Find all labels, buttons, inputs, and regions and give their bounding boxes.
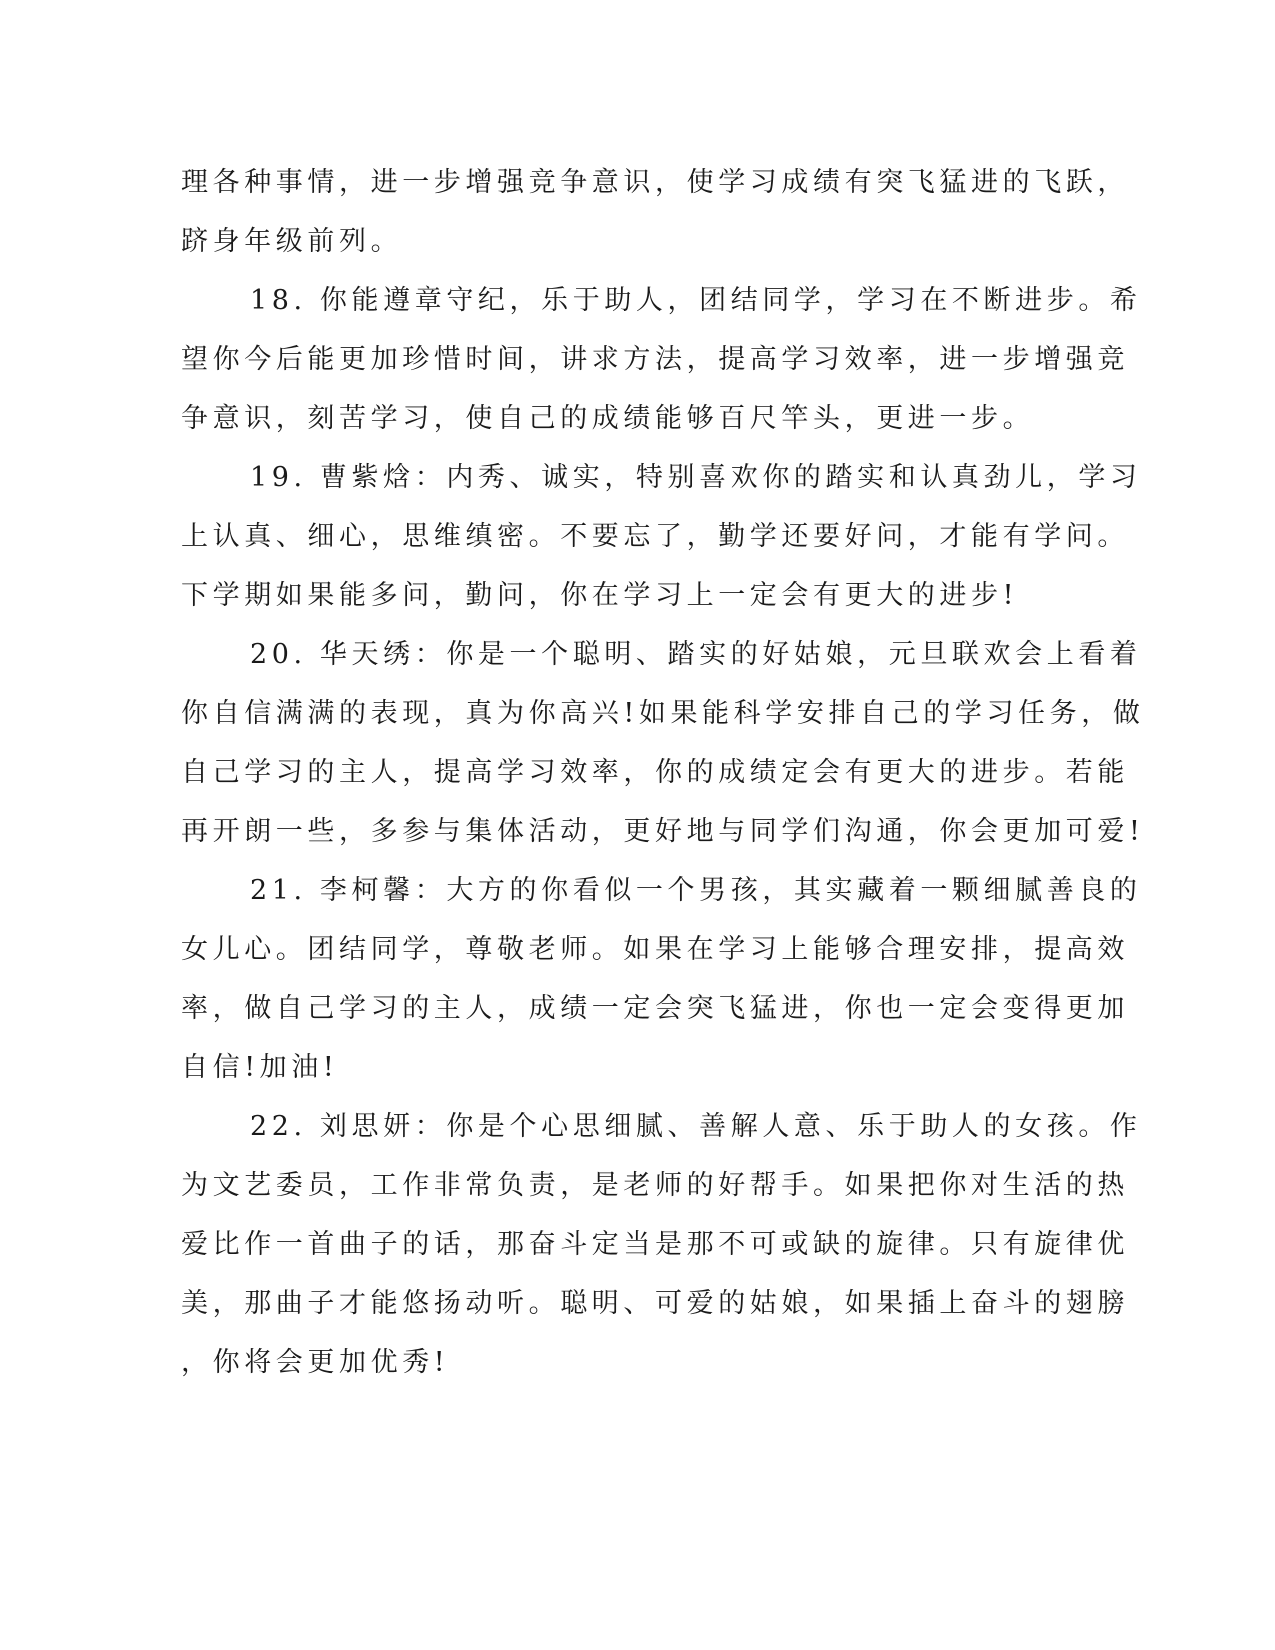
paragraph-20-start: 20. 华天绣：你是一个聪明、踏实的好姑娘，元旦联欢会上看着 <box>250 639 1142 670</box>
text-line: 下学期如果能多问，勤问，你在学习上一定会有更大的进步! <box>181 580 1019 611</box>
paragraph-19-start: 19. 曹紫焓：内秀、诚实，特别喜欢你的踏实和认真劲儿，学习 <box>250 462 1142 493</box>
text-line: 跻身年级前列。 <box>181 226 403 257</box>
text-line: 女儿心。团结同学，尊敬老师。如果在学习上能够合理安排，提高效 <box>181 934 1129 965</box>
text-line: 美，那曲子才能悠扬动听。聪明、可爱的姑娘，如果插上奋斗的翅膀 <box>181 1288 1129 1319</box>
paragraph-18-start: 18. 你能遵章守纪，乐于助人，团结同学，学习在不断进步。希 <box>250 285 1142 316</box>
text-line: 自信!加油! <box>181 1052 339 1083</box>
paragraph-22-start: 22. 刘思妍：你是个心思细腻、善解人意、乐于助人的女孩。作 <box>250 1111 1142 1142</box>
text-line: 再开朗一些，多参与集体活动，更好地与同学们沟通，你会更加可爱! <box>181 816 1145 847</box>
text-line: 自己学习的主人，提高学习效率，你的成绩定会有更大的进步。若能 <box>181 757 1129 788</box>
text-line: 你自信满满的表现，真为你高兴!如果能科学安排自己的学习任务，做 <box>181 698 1145 729</box>
text-line: 理各种事情，进一步增强竞争意识，使学习成绩有突飞猛进的飞跃， <box>181 167 1129 198</box>
text-line: 率，做自己学习的主人，成绩一定会突飞猛进，你也一定会变得更加 <box>181 993 1129 1024</box>
text-line: ，你将会更加优秀! <box>181 1347 450 1378</box>
text-line: 为文艺委员，工作非常负责，是老师的好帮手。如果把你对生活的热 <box>181 1170 1129 1201</box>
paragraph-21-start: 21. 李柯馨：大方的你看似一个男孩，其实藏着一颗细腻善良的 <box>250 875 1142 906</box>
text-line: 争意识，刻苦学习，使自己的成绩能够百尺竿头，更进一步。 <box>181 403 1035 434</box>
text-line: 上认真、细心，思维缜密。不要忘了，勤学还要好问，才能有学问。 <box>181 521 1129 552</box>
text-line: 望你今后能更加珍惜时间，讲求方法，提高学习效率，进一步增强竞 <box>181 344 1129 375</box>
text-line: 爱比作一首曲子的话，那奋斗定当是那不可或缺的旋律。只有旋律优 <box>181 1229 1129 1260</box>
